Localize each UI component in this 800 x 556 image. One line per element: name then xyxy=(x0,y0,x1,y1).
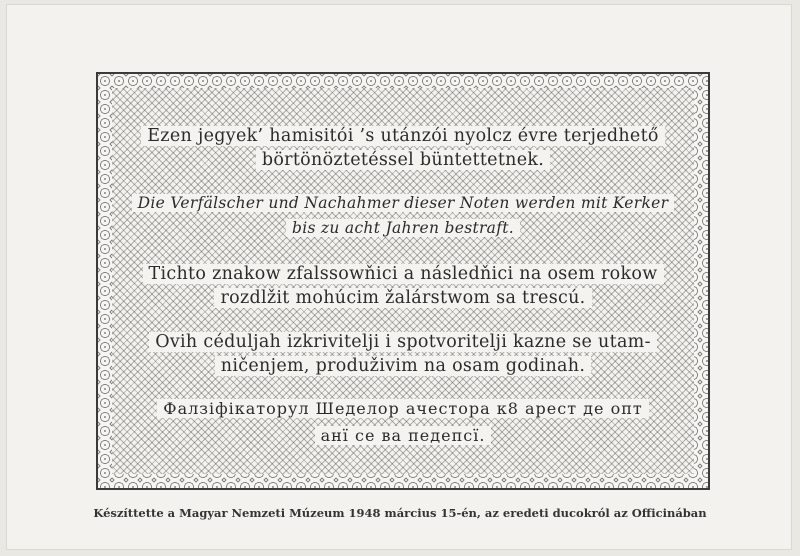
printer-imprint: Készíttette a Magyar Nemzeti Múzeum 1948 március 15-én, az eredeti ducokról az Officinában xyxy=(93,506,707,520)
slovak-text-line-2: rozdlžit mohúcim žalárstwom sa trescú. xyxy=(112,288,694,308)
hungarian-text-line-1: Ezen jegyek’ hamisitói ’s utánzói nyolcz évre terjedhető xyxy=(112,126,694,146)
guilloche-pattern xyxy=(112,88,694,474)
german-text-line-1: Die Verfälscher und Nachahmer dieser Noten werden mit Kerker xyxy=(112,194,694,212)
hungarian-text-line-2: börtönöztetéssel büntettetnek. xyxy=(112,150,694,170)
romanian-cyrillic-text-line-1: Фалзіфікаторул Шеделор ачестора к8 арест де опт xyxy=(112,399,694,418)
croatian-text-line-2: ničenjem, produživim na osam godinah. xyxy=(112,356,694,376)
german-text-line-2: bis zu acht Jahren bestraft. xyxy=(112,219,694,237)
slovak-text-line-1: Tichto znakow zfalssowňici a následňici na osem rokow xyxy=(112,264,694,284)
croatian-text-line-1: Ovih céduljah izkrivitelji i spotvoritelji kazne se utam- xyxy=(112,332,694,352)
ornamental-frame xyxy=(96,72,710,490)
romanian-cyrillic-text-line-2: анї се ва педепсї. xyxy=(112,426,694,445)
banknote-reverse xyxy=(6,4,792,550)
